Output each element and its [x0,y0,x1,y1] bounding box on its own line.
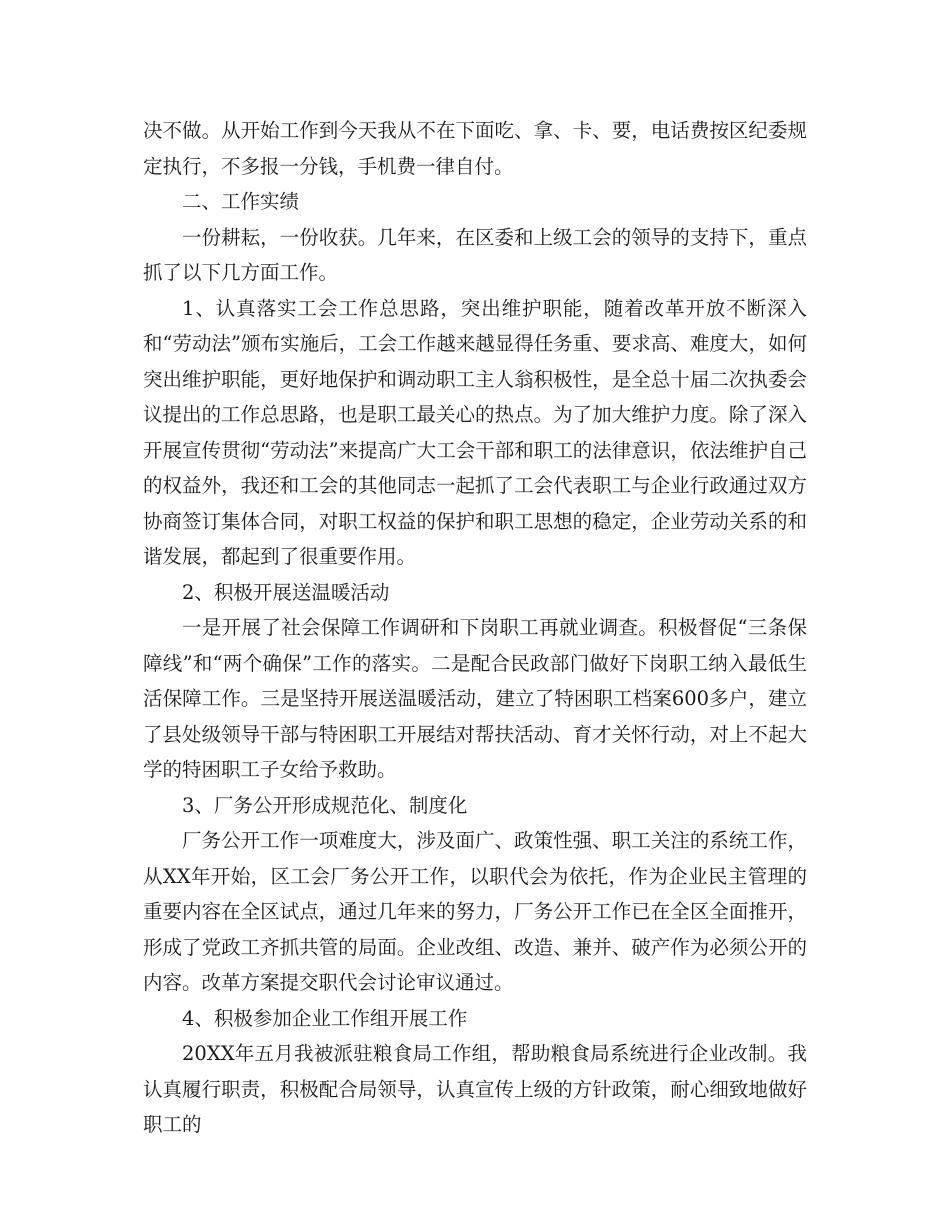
paragraph-item-2-body: 一是开展了社会保障工作调研和下岗职工再就业调查。积极督促“三条保障线”和“两个确保”工作的落实。二是配合民政部门做好下岗职工纳入最低生活保障工作。三是坚持开展送温暖活动，建立了特困职工档案600多户，建立了县处级领导干部与特困职工开展结对帮扶活动、育才关怀行动，对上不起大学的特困职工子女给予救助。 [143,616,807,781]
document-body [143,113,807,1143]
subheading-item-4: 4、积极参加企业工作组开展工作 [182,1006,468,1030]
paragraph-item-1: 1、认真落实工会工作总思路，突出维护职能，随着改革开放不断深入和“劳动法”颁布实施后，工会工作越来越显得任务重、要求高、难度大，如何突出维护职能，更好地保护和调动职工主人翁积极性，是全总十届二次执委会议提出的工作总思路，也是职工最关心的热点。为了加大维护力度。除了深入开展宣传贯彻“劳动法”来提高广大工会干部和职工的法律意识，依法维护自己的权益外，我还和工会的其他同志一起抓了工会代表职工与企业行政通过双方协商签订集体合同，对职工权益的保护和职工思想的稳定，企业劳动关系的和谐发展，都起到了很重要作用。 [143,296,807,568]
paragraph-item-4-body: 20XX年五月我被派驻粮食局工作组，帮助粮食局系统进行企业改制。我认真履行职责，积极配合局领导，认真宣传上级的方针政策，耐心细致地做好职工的 [143,1042,807,1136]
subheading-item-3: 3、厂务公开形成规范化、制度化 [182,793,468,817]
section-heading-work-achievements: 二、工作实绩 [182,190,300,213]
paragraph-intro: 一份耕耘，一份收获。几年来，在区委和上级工会的领导的支持下，重点抓了以下几方面工作。 [143,225,807,284]
paragraph-item-3-body: 厂务公开工作一项难度大，涉及面广、政策性强、职工关注的系统工作，从XX年开始，区工会厂务公开工作，以职代会为依托，作为企业民主管理的重要内容在全区试点，通过几年来的努力，厂务公开工作已在全区全面推开，形成了党政工齐抓共管的局面。企业改组、改造、兼并、破产作为必须公开的内容。改革方案提交职代会讨论审议通过。 [143,829,807,994]
paragraph-continuation: 决不做。从开始工作到今天我从不在下面吃、拿、卡、要，电话费按区纪委规定执行，不多报一分钱，手机费一律自付。 [143,119,807,178]
subheading-item-2: 2、积极开展送温暖活动 [182,580,390,604]
